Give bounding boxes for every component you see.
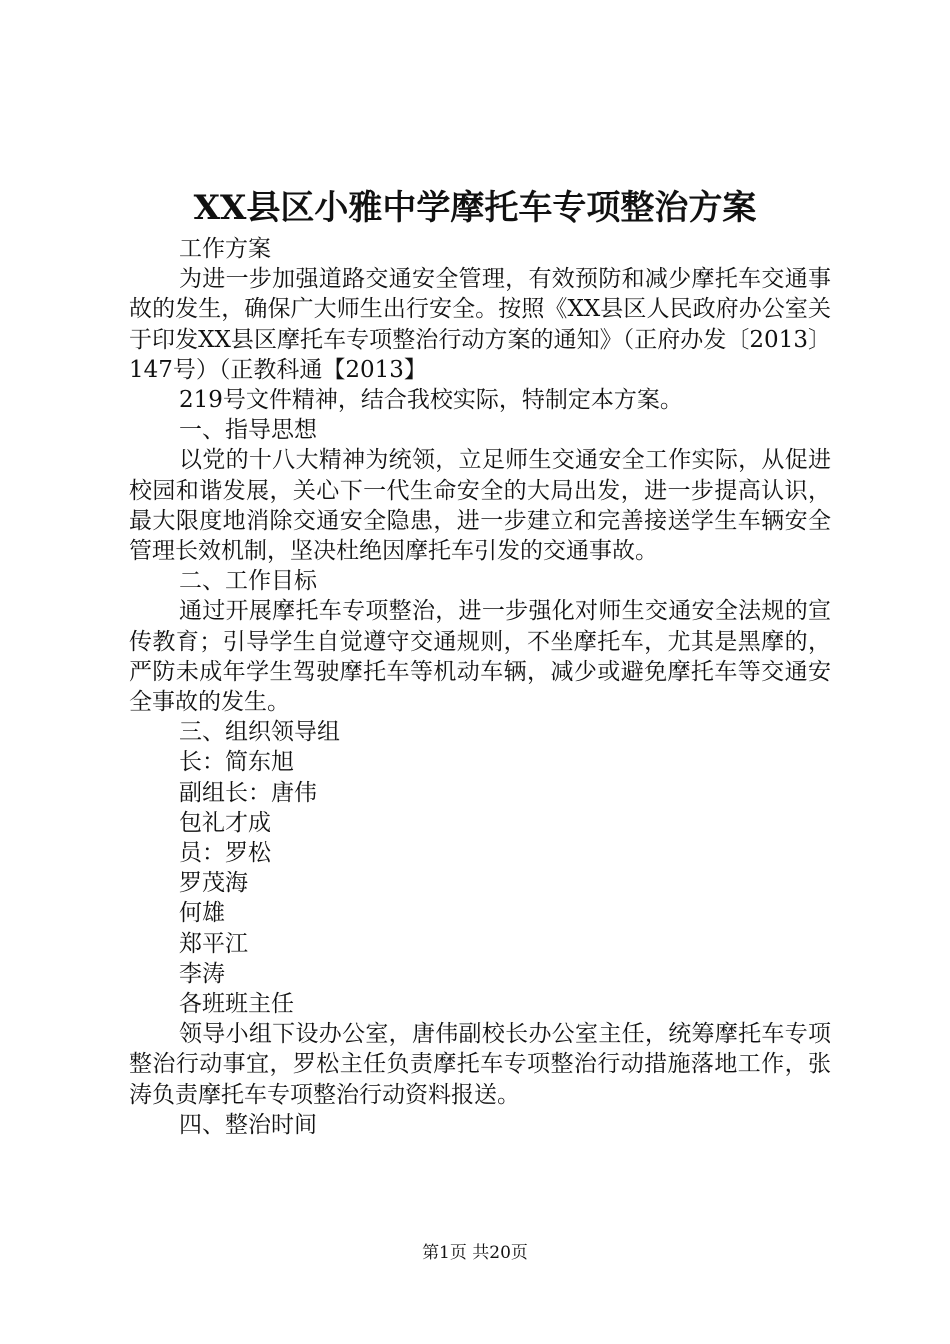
- page-footer: 第1页 共20页: [422, 1243, 528, 1263]
- list-item: 郑平江: [179, 930, 248, 957]
- list-item: 长：简东旭: [179, 749, 294, 776]
- list-item: 副组长：唐伟: [179, 779, 317, 806]
- list-item: 员：罗松: [179, 840, 271, 867]
- document-title: XX县区小雅中学摩托车专项整治方案: [193, 188, 757, 228]
- list-item: 各班班主任: [179, 991, 294, 1018]
- paragraph-guiding-thought: 以党的十八大精神为统领，立足师生交通安全工作实际，从促进校园和谐发展，关心下一代生命安全的大局出发，进一步提高认识，最大限度地消除交通安全隐患，进一步建立和完善接送学生车辆安全管理长效机制，坚决杜绝因摩托车引发的交通事故。: [129, 447, 831, 565]
- list-item: 包礼才成: [179, 809, 271, 836]
- section-heading-2: 二、工作目标: [179, 568, 317, 595]
- list-item: 李涛: [179, 960, 225, 987]
- paragraph-heading: 工作方案: [179, 236, 271, 262]
- section-heading-4: 四、整治时间: [179, 1111, 317, 1138]
- paragraph-work-goal: 通过开展摩托车专项整治，进一步强化对师生交通安全法规的宣传教育；引导学生自觉遵守交通规则，不坐摩托车，尤其是黑摩的，严防未成年学生驾驶摩托车等机动车辆，减少或避免摩托车等交通安全事故的发生。: [129, 598, 831, 716]
- list-item: 罗茂海: [179, 870, 248, 897]
- paragraph-intro: 为进一步加强道路交通安全管理，有效预防和减少摩托车交通事故的发生，确保广大师生出行安全。按照《XX县区人民政府办公室关于印发XX县区摩托车专项整治行动方案的通知》（正府办发〔2013〕147号）（正教科通【2013】: [129, 266, 831, 383]
- section-heading-1: 一、指导思想: [179, 417, 317, 444]
- section-heading-3: 三、组织领导组: [179, 719, 340, 746]
- paragraph-office: 领导小组下设办公室，唐伟副校长办公室主任，统筹摩托车专项整治行动事宜，罗松主任负责摩托车专项整治行动措施落地工作，张涛负责摩托车专项整治行动资料报送。: [129, 1021, 831, 1108]
- list-item: 何雄: [179, 900, 225, 927]
- document-body: [129, 234, 831, 1140]
- paragraph-continuation: 219号文件精神，结合我校实际，特制定本方案。: [179, 387, 683, 414]
